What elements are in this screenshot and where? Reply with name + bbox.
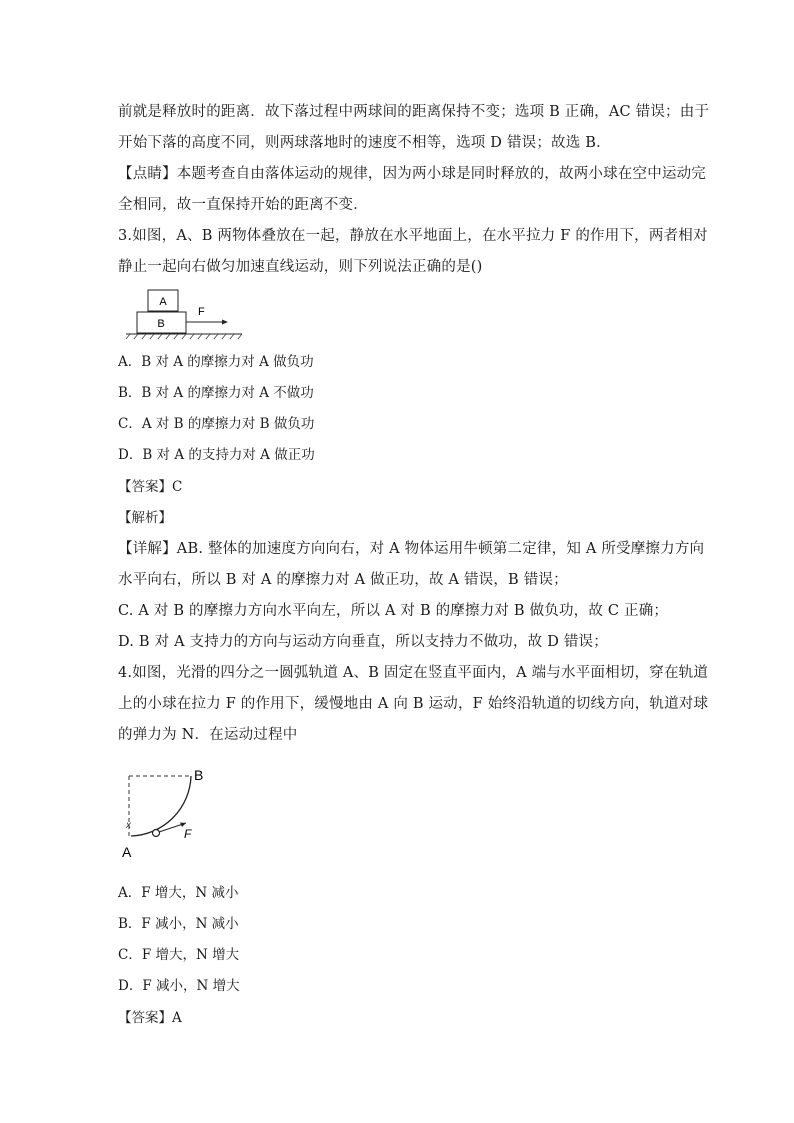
comment-line: 【点睛】本题考查自由落体运动的规律，因为两小球是同时释放的，故两小球在空中运动完 — [118, 166, 706, 182]
question-4-stem: 4.如图，光滑的四分之一圆弧轨道 A、B 固定在竖直平面内，A 端与水平面相切，穿在轨道 — [118, 665, 709, 681]
text-line: 前就是释放时的距离．故下落过程中两球间的距离保持不变；选项 B 正确，AC 错误；由于 — [118, 104, 710, 120]
q4-answer: 【答案】A — [118, 1010, 182, 1026]
label-b: B — [194, 767, 204, 783]
q3-option-c: C．A 对 B 的摩擦力对 B 做负功 — [118, 416, 315, 432]
q3-option-a: A．B 对 A 的摩擦力对 A 做负功 — [118, 354, 314, 370]
question-4-stem: 的弹力为 N．在运动过程中 — [118, 727, 298, 743]
force-label: F — [198, 306, 205, 318]
text-line: 全相同，故一直保持开始的距离不变． — [118, 197, 368, 213]
q3-detail-line: C. A 对 B 的摩擦力方向水平向左，所以 A 对 B 的摩擦力对 B 做负功，故 C 正确； — [118, 603, 669, 619]
q3-detail-line: 【详解】AB. 整体的加速度方向向右，对 A 物体运用牛顿第二定律，知 A 所受摩擦力方向 — [118, 541, 705, 557]
q4-option-c: C．F 增大，N 增大 — [118, 947, 240, 963]
q3-detail-line: D. B 对 A 支持力的方向与运动方向垂直，所以支持力不做功，故 D 错误； — [118, 634, 608, 650]
q4-option-b: B．F 减小，N 减小 — [118, 916, 239, 932]
question-4-stem: 上的小球在拉力 F 的作用下，缓慢地由 A 向 B 运动，F 始终沿轨道的切线方向，轨道对球 — [118, 696, 709, 712]
block-a-label: A — [159, 296, 167, 308]
question-3-stem: 3.如图，A、B 两物体叠放在一起，静放在水平地面上，在水平拉力 F 的作用下，两者相对 — [118, 228, 708, 244]
svg-text:x: x — [126, 820, 131, 831]
ball — [153, 830, 160, 837]
force-label: F — [184, 827, 192, 841]
q3-option-d: D．B 对 A 的支持力对 A 做正功 — [118, 447, 315, 463]
q3-answer: 【答案】C — [118, 479, 183, 495]
label-a: A — [122, 844, 132, 860]
q4-option-a: A．F 增大，N 减小 — [118, 885, 239, 901]
q4-option-d: D．F 减小，N 增大 — [118, 978, 240, 994]
arc-track-figure — [118, 766, 218, 862]
q3-option-b: B．B 对 A 的摩擦力对 A 不做功 — [118, 385, 314, 401]
question-3-stem: 静止一起向右做匀加速直线运动，则下列说法正确的是() — [118, 259, 483, 275]
q3-analysis-label: 【解析】 — [118, 510, 172, 526]
stacked-blocks-figure — [124, 286, 254, 344]
block-b-label: B — [157, 318, 165, 330]
q3-detail-line: 水平向右，所以 B 对 A 的摩擦力对 A 做正功，故 A 错误，B 错误； — [118, 572, 568, 588]
text-line: 开始下落的高度不同，则两球落地时的速度不相等，选项 D 错误；故选 B． — [118, 135, 611, 151]
